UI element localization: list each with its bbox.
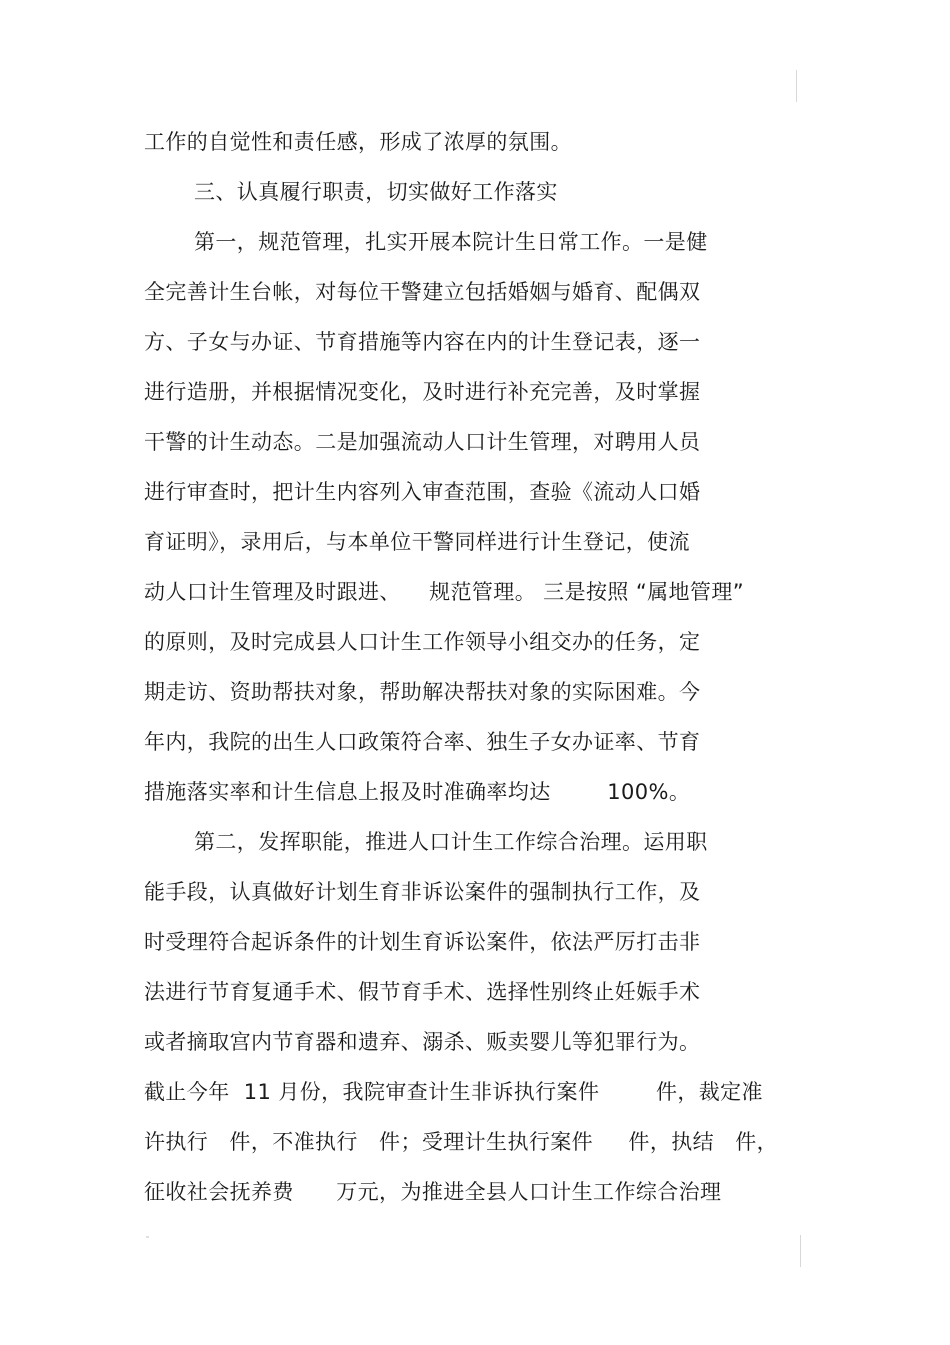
paragraph-line: 的原则，及时完成县人口计生工作领导小组交办的任务，定 [144,630,701,654]
paragraph-line: 工作的自觉性和责任感，形成了浓厚的氛围。 [144,130,572,154]
paragraph-line: 全完善计生台帐，对每位干警建立包括婚姻与婚育、配偶双 [144,280,701,304]
page-edge-mark-bottom [800,1235,801,1267]
paragraph-line: 征收社会抚养费 万元，为推进全县人口计生工作综合治理 [144,1180,722,1204]
paragraph-line: 能手段，认真做好计划生育非诉讼案件的强制执行工作，及 [144,880,701,904]
page-dot-mark [146,1236,149,1238]
paragraph-line: 第二，发挥职能，推进人口计生工作综合治理。运用职 [194,830,708,854]
section-heading: 三、认真履行职责，切实做好工作落实 [194,180,558,204]
paragraph-line: 时受理符合起诉条件的计划生育诉讼案件，依法严厉打击非 [144,930,701,954]
paragraph-line: 期走访、资助帮扶对象，帮助解决帮扶对象的实际困难。今 [144,680,701,704]
paragraph-line: 进行造册，并根据情况变化，及时进行补充完善，及时掌握 [144,380,701,404]
paragraph-line: 干警的计生动态。二是加强流动人口计生管理，对聘用人员 [144,430,701,454]
paragraph-line: 法进行节育复通手术、假节育手术、选择性别终止妊娠手术 [144,980,701,1004]
paragraph-line: 进行审查时，把计生内容列入审查范围，查验《流动人口婚 [144,480,701,504]
paragraph-line: 方、子女与办证、节育措施等内容在内的计生登记表，逐一 [144,330,701,354]
paragraph-line: 年内，我院的出生人口政策符合率、独生子女办证率、节育 [144,730,701,754]
paragraph-line: 动人口计生管理及时跟进、 规范管理。 三是按照 “属地管理” [144,580,745,604]
page-edge-mark-top [796,70,797,102]
paragraph-line: 措施落实率和计生信息上报及时准确率均达 100%。 [144,780,691,804]
paragraph-line: 许执行 件，不准执行 件；受理计生执行案件 件，执结 件， [144,1130,779,1154]
paragraph-line: 截止今年 11 月份，我院审查计生非诉执行案件 件，裁定准 [144,1080,763,1104]
paragraph-line: 育证明》，录用后，与本单位干警同样进行计生登记，使流 [144,530,690,554]
paragraph-line: 第一，规范管理，扎实开展本院计生日常工作。一是健 [194,230,708,254]
paragraph-line: 或者摘取宫内节育器和遗弃、溺杀、贩卖婴儿等犯罪行为。 [144,1030,701,1054]
